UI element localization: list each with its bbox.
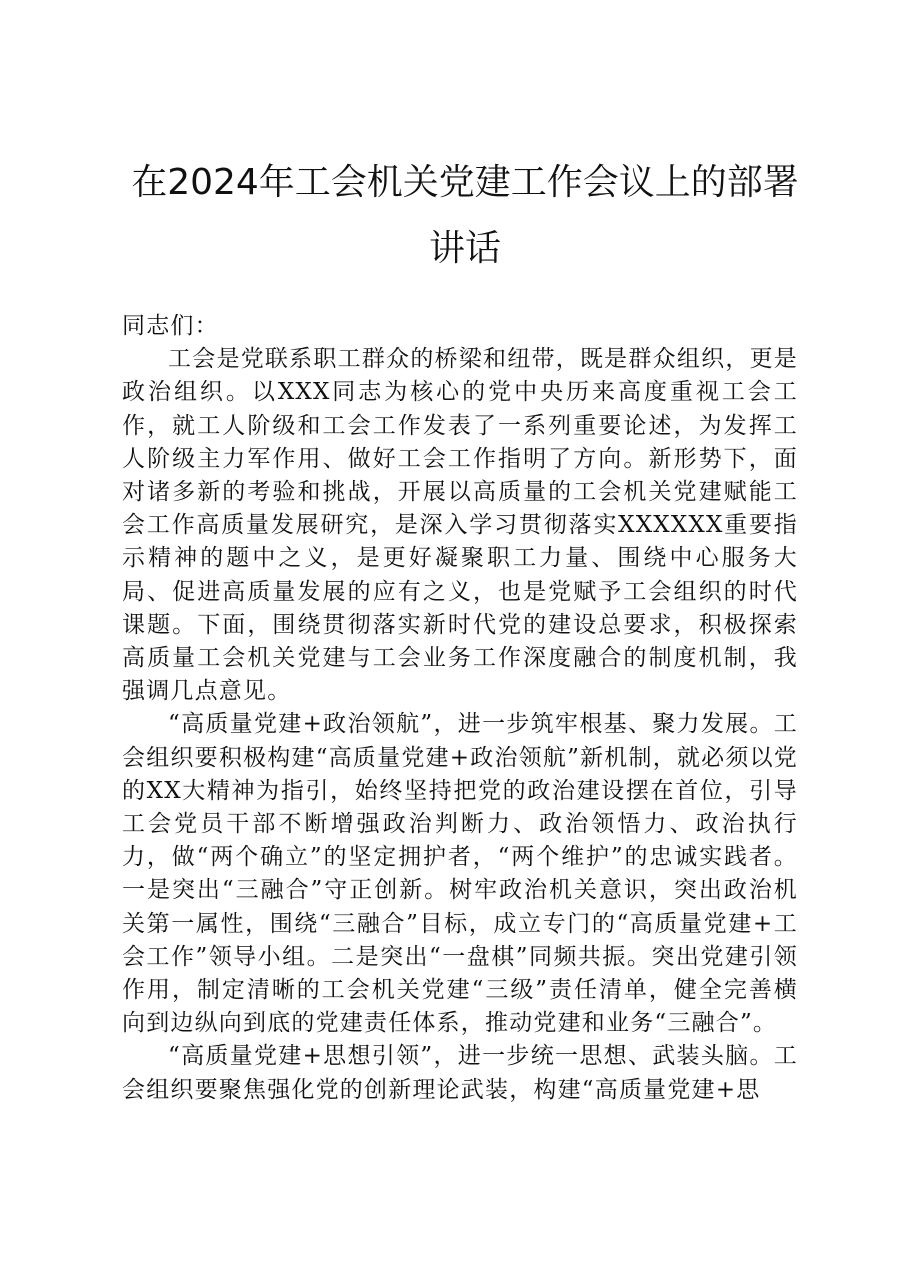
salutation: 同志们： <box>122 313 219 339</box>
paragraph-intro: 工会是党联系职工群众的桥梁和纽带，既是群众组织，更是政治组织。以XXX同志为核心的党中央历来高度重视工会工作，就工人阶级和工会工作发表了一系列重要论述，为发挥工人阶级主力军作用、做好工会工作指明了方向。新形势下，面对诸多新的考验和挑战，开展以高质量的工会机关党建赋能工会工作高质量发展研究，是深入学习贯彻落实XXXXXX重要指示精神的题中之义，是更好凝聚职工力量、围绕中心服务大局、促进高质量发展的应有之义，也是党赋予工会组织的时代课题。下面，围绕贯彻落实新时代党的建设总要求，积极探索高质量工会机关党建与工会业务工作深度融合的制度机制，我强调几点意见。 <box>122 346 798 705</box>
document-title: 在2024年工会机关党建工作会议上的部署讲话 <box>131 162 799 269</box>
paragraph-ideological-leadership: “高质量党建+思想引领”，进一步统一思想、武装头脑。工会组织要聚焦强化党的创新理论武装，构建“高质量党建+思 <box>122 1043 798 1103</box>
document-body <box>122 310 798 1107</box>
paragraph-political-leadership: “高质量党建+政治领航”，进一步筑牢根基、聚力发展。工会组织要积极构建“高质量党建+政治领航”新机制，就必须以党的XX大精神为指引，始终坚持把党的政治建设摆在首位，引导工会党员干部不断增强政治判断力、政治领悟力、政治执行力，做“两个确立”的坚定拥护者，“两个维护”的忠诚实践者。一是突出“三融合”守正创新。树牢政治机关意识，突出政治机关第一属性，围绕“三融合”目标，成立专门的“高质量党建+工会工作”领导小组。二是突出“一盘棋”同频共振。突出党建引领作用，制定清晰的工会机关党建“三级”责任清单，健全完善横向到边纵向到底的党建责任体系，推动党建和业务“三融合”。 <box>122 711 798 1037</box>
